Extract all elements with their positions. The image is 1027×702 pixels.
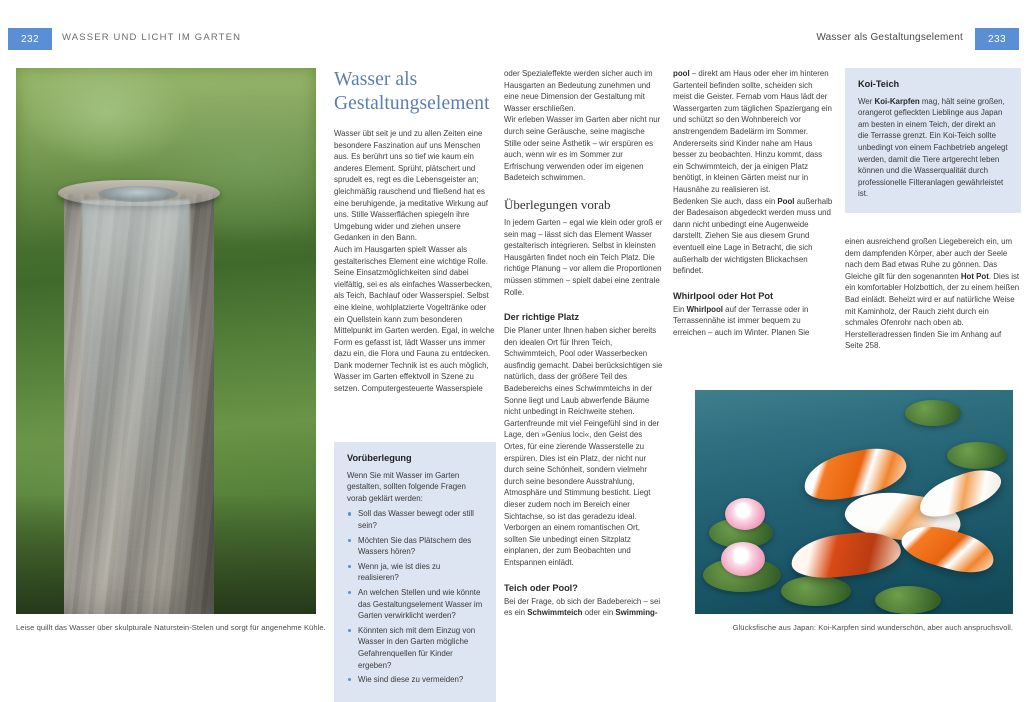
term-pool: pool [673, 69, 690, 78]
koi-fish [789, 528, 903, 581]
term-whirlpool: Whirlpool [686, 304, 723, 314]
page-title: Wasser als Gestaltungselement [334, 69, 490, 114]
infobox-text [858, 96, 1008, 200]
infobox-voruberlegung [334, 442, 496, 702]
infobox-list [347, 508, 483, 685]
list-item: Könnten sich mit dem Einzug von Wasser in den Garten mögliche Gefahrenquellen für Kinder ergeben? [347, 625, 483, 671]
section-heading-uberlegungen: Überlegungen vorab [504, 196, 611, 212]
stone-pillar [64, 194, 214, 614]
list-item: Wie sind diese zu vermeiden? [347, 674, 483, 686]
lily-pad [905, 400, 961, 426]
text-column-1 [334, 68, 496, 395]
koi-fish [914, 462, 1006, 523]
term-schwimmteich: Schwimmteich [527, 608, 583, 618]
text-run: oder ein [582, 608, 616, 618]
term-hot-pot: Hot Pot [960, 271, 989, 281]
paragraph: Auch im Hausgarten spielt Wasser als gestalterisches Element eine wichtige Rolle. Seine Einsatzmöglichkeiten sind dabei vielfältig, sei es als einfaches Wasserbecken, als Teich, Bachlauf oder Wasserspiel. Selbst eine kleine, wohlplatzierte Vogeltränke oder ein Quellstein kann zum besonderen Mittelpunkt im Garten werden. Egal, in welche Form es gefasst ist, lädt Wasser uns immer dazu ein, die Flora und Fauna zu entdecken. Dank moderner Technik ist es auch möglich, Wasser im Garten effektvoll in Szene zu setzen. Computergesteuerte Wasserspiele [334, 244, 495, 394]
paragraph: Die Planer unter Ihnen haben sicher bereits den idealen Ort für Ihren Teich, Schwimmteich, Pool oder Wasserbecken ausfindig gemacht. Dabei berücksichtigen sie natürlich, dass der größere Teil des Badebereichs eines Schwimmteichs in der Sonne liegt und Laub abwerfende Bäume nicht unbedingt in Reichweite stehen. [504, 326, 663, 417]
running-head-left: WASSER UND LICHT IM GARTEN [62, 32, 242, 43]
folio-left: 232 [8, 28, 52, 50]
text-run: Wer [858, 96, 875, 106]
infobox-heading: Koi-Teich [858, 79, 900, 89]
running-head-right: Wasser als Gestaltungselement [816, 32, 963, 43]
water-lily-flower [721, 542, 765, 576]
paragraph: In jedem Garten – egal wie klein oder groß er sein mag – lässt sich das Element Wasser gestalterisch integrieren. Selbst in kleinsten Hausgärten findet noch ein Teich Platz. Die richtige Planung – vor allem die Proportionen müssen stimmen – spielt dabei eine zentrale Rolle. [504, 217, 663, 297]
lily-pad [875, 586, 941, 614]
text-run: Bedenken Sie auch, dass ein [673, 196, 778, 206]
paragraph: Gartenfreunde mit viel Feingefühl sind in der Lage, den »Genius loci«, den Geist des Ortes, für eine zierende Wasserstelle zu erspüren. Dies ist ein Platz, der nicht nur durch seine Schönheit, sondern vielmehr durch seine besondere Ausstrahlung, Atmosphäre und Stimmung besticht. Liegt dieser zudem noch im Bereich einer Sichtachse, so ist das geradezu ideal. Verborgen an einem romantischen Ort, sollten Sie unbedingt einen Sitzplatz einplanen, der zum Beobachten und Entspannen einlädt. [504, 418, 660, 567]
caption-right: Glücksfische aus Japan: Koi-Karpfen sind wunderschön, aber auch anspruchsvoll. [732, 623, 1013, 632]
text-run: einen ausreichend großen Liegebereich ein, um dem dampfenden Körper, aber auch der Seele nach dem Bad etwas Ruhe zu gönnen. Das Gleiche gilt für den sogenannten [845, 237, 1013, 281]
paragraph [673, 68, 833, 196]
water-lily-flower [725, 498, 765, 530]
text-run: Bei der Frage, ob sich der Badebereich – sei es ein [504, 596, 661, 618]
list-item: An welchen Stellen und wie könnte das Gestaltungselement Wasser im Garten verwirklicht werden? [347, 587, 483, 622]
infobox-heading: Vorüberlegung [347, 453, 412, 463]
photo-koi-pond [695, 390, 1013, 614]
section-heading-platz: Der richtige Platz [504, 312, 580, 323]
term-koi-karpfen: Koi-Karpfen [874, 96, 920, 106]
term-pool-2: Pool [777, 196, 795, 206]
paragraph: Wasser übt seit je und zu allen Zeiten eine besondere Faszination auf uns Menschen aus. Es berührt uns so tief wie kaum ein anderes Element. Sprüht, plätschert und sprudelt es, regt es die Lebensgeister an; gleichmäßig rauschend und fließend hat es eine beruhigende, ja meditative Wirkung auf uns. Stille Wasserflächen spiegeln ihre Umgebung wider und ziehen unsere Gedanken in den Bann. [334, 129, 488, 243]
text-run: mag, hält seine großen, orangerot gefleckten Lieblinge aus Japan am besten in einem Teich, der direkt an die Terrasse grenzt. Ein Koi-Teich sollte unbedingt von einem Fachbetrieb angelegt werden, damit die Tiere artgerecht leben können und die Wasserqualität durch professionelle Filteranlagen gewährleistet ist. [858, 96, 1008, 199]
photo-water-stele [16, 68, 316, 614]
infobox-intro: Wenn Sie mit Wasser im Garten gestalten, sollten folgende Fragen vorab geklärt werden: [347, 470, 466, 503]
lily-pad [947, 442, 1007, 469]
text-run: – direkt am Haus oder eher im hinteren Gartenteil befinden sollte, scheiden sich meist die Geister. Fernab vom Haus lädt der Wassergarten zum täglichen Spaziergang ein und schützt so den Wohnbereich vor anstrengendem Badelärm im Sommer. Andererseits sind Kinder nahe am Haus besser zu beobachten. Hinzu kommt, dass ein Schwimmteich, der ja einigen Platz benötigt, in kleinen Gärten meist nur in Hausnähe zu realisieren ist. [673, 69, 832, 194]
text-run: außerhalb der Badesaison abgedeckt werden muss und dann nicht unbedingt eine Augenweide darstellt. Ziehen Sie aus diesem Grund eventuell eine Lage in Betracht, die sich außerhalb der wichtigsten Blickachsen befindet. [673, 196, 833, 276]
water-film [82, 200, 190, 600]
paragraph [504, 596, 664, 619]
paragraph [845, 236, 1021, 352]
lily-pad [781, 576, 851, 606]
list-item: Möchten Sie das Plätschern des Wassers hören? [347, 535, 483, 558]
text-run: auf der Terrasse oder in Terrassennähe ist immer bequem zu erreichen – auch im Winter. Planen Sie [673, 304, 810, 337]
text-run: Ein [673, 304, 687, 314]
folio-right: 233 [975, 28, 1019, 50]
text-column-2 [504, 68, 664, 619]
paragraph: oder Spezialeffekte werden sicher auch im Hausgarten an Bedeutung zunehmen und eine neue Dimension der Gestaltung mit Wasser erschließen. [504, 69, 653, 113]
list-item: Wenn ja, wie ist dies zu realisieren? [347, 561, 483, 584]
text-run: . Dies ist ein komfortabler Holzbottich, der zu einem heißen Bad einlädt. Beheizt wird er auf natürliche Weise mit Kaminholz, der Rauch zieht durch ein schmales Ofenrohr nach oben ab. Herstelleradressen finden Sie im Anhang auf Seite 258. [845, 271, 1020, 351]
text-column-3 [673, 68, 833, 338]
section-heading-teich-oder-pool: Teich oder Pool? [504, 582, 578, 593]
paragraph [673, 304, 833, 339]
list-item: Soll das Wasser bewegt oder still sein? [347, 508, 483, 531]
paragraph [673, 196, 833, 277]
infobox-koi-teich [845, 68, 1021, 213]
text-column-4 [845, 236, 1021, 352]
section-heading-whirlpool: Whirlpool oder Hot Pot [673, 290, 774, 301]
caption-left: Leise quillt das Wasser über skulpturale Naturstein-Stelen und sorgt für angenehme Kühle. [16, 623, 326, 632]
paragraph: Wir erleben Wasser im Garten aber nicht nur durch seine Geräusche, seine magische Stille oder seine Ästhetik – wir erspüren es auch, wenn wir es im Sommer zur Erfrischung verwenden oder im eigenen Badeteich schwimmen. [504, 115, 661, 183]
term-swimmingpool: Swimming- [615, 608, 658, 618]
